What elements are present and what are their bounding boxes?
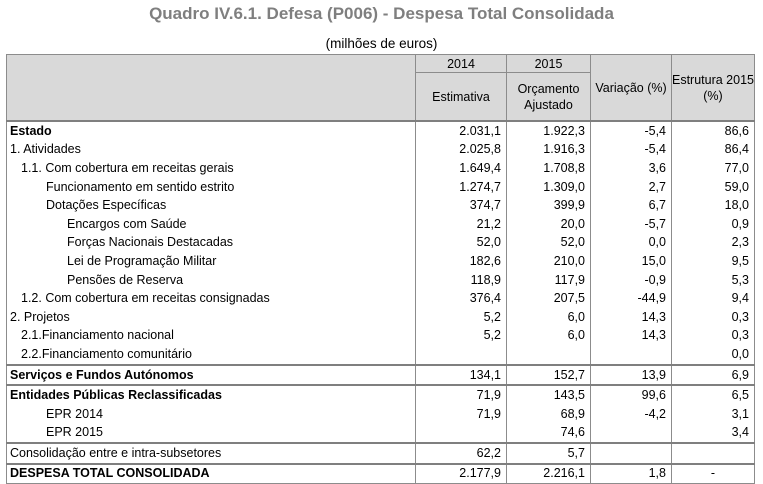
value-2014: 1.649,4 <box>416 159 507 178</box>
table-row <box>7 271 755 290</box>
header-adjusted-budget: Orçamento Ajustado <box>507 73 591 122</box>
value-variation <box>591 424 672 444</box>
table-row <box>7 196 755 215</box>
row-label: DESPESA TOTAL CONSOLIDADA <box>7 464 416 484</box>
value-2014: 5,2 <box>416 308 507 327</box>
value-variation: -5,4 <box>591 121 672 141</box>
value-2014: 71,9 <box>416 405 507 424</box>
table-row <box>7 345 755 365</box>
table-row <box>7 252 755 271</box>
value-variation: -0,9 <box>591 271 672 290</box>
table-row <box>7 365 755 386</box>
row-label: Entidades Públicas Reclassificadas <box>7 385 416 405</box>
value-variation: 2,7 <box>591 178 672 197</box>
value-2014: 62,2 <box>416 443 507 464</box>
value-structure: 3,4 <box>672 424 755 444</box>
row-label: Serviços e Fundos Autónomos <box>7 365 416 386</box>
value-2015: 399,9 <box>507 196 591 215</box>
row-label: 1.1. Com cobertura em receitas gerais <box>7 159 416 178</box>
row-label: 1.2. Com cobertura em receitas consignadas <box>7 289 416 308</box>
value-structure: 86,4 <box>672 141 755 160</box>
row-label: Lei de Programação Militar <box>7 252 416 271</box>
unit-label: (milhões de euros) <box>325 36 438 51</box>
value-structure: 9,4 <box>672 289 755 308</box>
row-label: EPR 2015 <box>7 424 416 444</box>
value-2014: 21,2 <box>416 215 507 234</box>
value-2015: 20,0 <box>507 215 591 234</box>
value-structure: 59,0 <box>672 178 755 197</box>
value-structure <box>672 443 755 464</box>
value-2015: 2.216,1 <box>507 464 591 484</box>
value-variation: -4,2 <box>591 405 672 424</box>
value-2015: 68,9 <box>507 405 591 424</box>
value-2014: 2.025,8 <box>416 141 507 160</box>
value-2014: 118,9 <box>416 271 507 290</box>
value-2015: 143,5 <box>507 385 591 405</box>
value-structure: 86,6 <box>672 121 755 141</box>
value-2015: 52,0 <box>507 234 591 253</box>
table-row <box>7 443 755 464</box>
value-variation: 3,6 <box>591 159 672 178</box>
table-row <box>7 234 755 253</box>
value-variation <box>591 443 672 464</box>
value-variation: 14,3 <box>591 327 672 346</box>
row-label: 2.2.Financiamento comunitário <box>7 345 416 365</box>
value-2014: 374,7 <box>416 196 507 215</box>
value-structure: 6,9 <box>672 365 755 386</box>
value-variation: 13,9 <box>591 365 672 386</box>
value-variation: 99,6 <box>591 385 672 405</box>
value-2014: 2.177,9 <box>416 464 507 484</box>
header-estimate: Estimativa <box>416 73 507 122</box>
value-2014: 182,6 <box>416 252 507 271</box>
value-2015: 1.922,3 <box>507 121 591 141</box>
value-structure: 0,3 <box>672 327 755 346</box>
row-label: Forças Nacionais Destacadas <box>7 234 416 253</box>
row-label: Pensões de Reserva <box>7 271 416 290</box>
value-2014: 2.031,1 <box>416 121 507 141</box>
header-variation: Variação (%) <box>591 55 672 122</box>
table-title: Quadro IV.6.1. Defesa (P006) - Despesa Total Consolidada <box>149 4 614 23</box>
value-2014: 52,0 <box>416 234 507 253</box>
value-variation: 14,3 <box>591 308 672 327</box>
value-structure: 5,3 <box>672 271 755 290</box>
row-label: 2.1.Financiamento nacional <box>7 327 416 346</box>
row-label: 1. Atividades <box>7 141 416 160</box>
value-structure: 3,1 <box>672 405 755 424</box>
row-label: Consolidação entre e intra-subsetores <box>7 443 416 464</box>
value-structure: 6,5 <box>672 385 755 405</box>
value-2014: 1.274,7 <box>416 178 507 197</box>
value-2015: 5,7 <box>507 443 591 464</box>
value-variation: -44,9 <box>591 289 672 308</box>
value-variation: 1,8 <box>591 464 672 484</box>
value-2015 <box>507 345 591 365</box>
table-row <box>7 327 755 346</box>
header-blank <box>7 55 416 122</box>
value-structure: 18,0 <box>672 196 755 215</box>
header-year-2015: 2015 <box>507 55 591 73</box>
value-2015: 74,6 <box>507 424 591 444</box>
table-row <box>7 141 755 160</box>
value-structure: 0,0 <box>672 345 755 365</box>
row-label: EPR 2014 <box>7 405 416 424</box>
row-label: Encargos com Saúde <box>7 215 416 234</box>
value-variation: 15,0 <box>591 252 672 271</box>
value-2014: 5,2 <box>416 327 507 346</box>
value-2015: 117,9 <box>507 271 591 290</box>
value-2014 <box>416 424 507 444</box>
value-structure: 2,3 <box>672 234 755 253</box>
table-row <box>7 178 755 197</box>
value-structure: 9,5 <box>672 252 755 271</box>
table-row <box>7 464 755 484</box>
value-2015: 1.708,8 <box>507 159 591 178</box>
value-structure: 0,9 <box>672 215 755 234</box>
table-row <box>7 405 755 424</box>
value-2014 <box>416 345 507 365</box>
table-row <box>7 159 755 178</box>
table-row <box>7 424 755 444</box>
value-variation: 6,7 <box>591 196 672 215</box>
value-2015: 207,5 <box>507 289 591 308</box>
header-structure: Estrutura 2015 (%) <box>672 55 755 122</box>
value-2015: 6,0 <box>507 327 591 346</box>
value-2014: 376,4 <box>416 289 507 308</box>
value-variation <box>591 345 672 365</box>
value-structure: - <box>672 464 755 484</box>
value-variation: -5,4 <box>591 141 672 160</box>
table-row <box>7 215 755 234</box>
value-2015: 1.309,0 <box>507 178 591 197</box>
value-2015: 1.916,3 <box>507 141 591 160</box>
value-2015: 6,0 <box>507 308 591 327</box>
value-2015: 152,7 <box>507 365 591 386</box>
table-row <box>7 308 755 327</box>
table-row <box>7 121 755 141</box>
value-2014: 134,1 <box>416 365 507 386</box>
row-label: 2. Projetos <box>7 308 416 327</box>
expenditure-table <box>6 54 755 484</box>
value-2015: 210,0 <box>507 252 591 271</box>
table-row <box>7 289 755 308</box>
table-row <box>7 385 755 405</box>
value-variation: 0,0 <box>591 234 672 253</box>
row-label: Dotações Específicas <box>7 196 416 215</box>
value-structure: 0,3 <box>672 308 755 327</box>
row-label: Funcionamento em sentido estrito <box>7 178 416 197</box>
row-label: Estado <box>7 121 416 141</box>
value-structure: 77,0 <box>672 159 755 178</box>
value-variation: -5,7 <box>591 215 672 234</box>
header-year-2014: 2014 <box>416 55 507 73</box>
value-2014: 71,9 <box>416 385 507 405</box>
